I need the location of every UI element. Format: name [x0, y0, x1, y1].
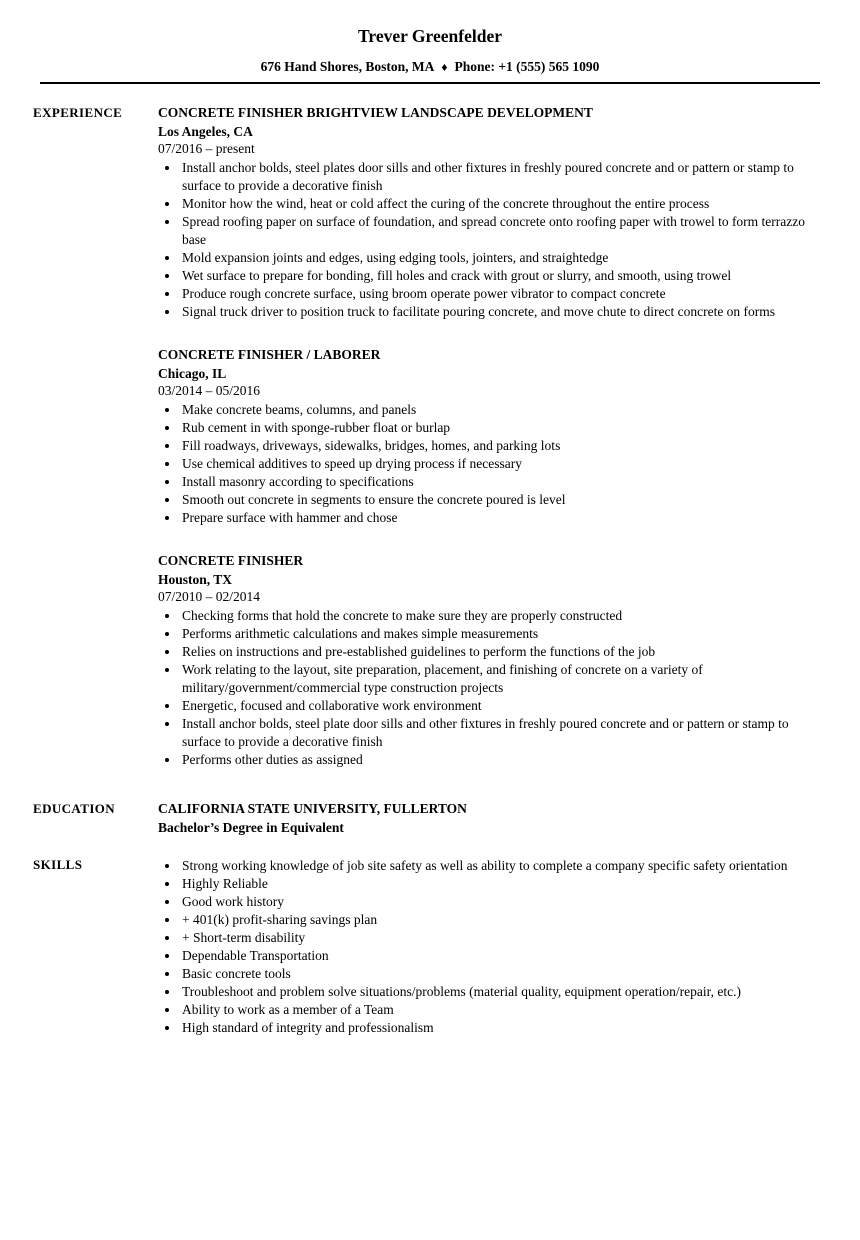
phone-text: Phone: +1 (555) 565 1090: [454, 59, 600, 74]
skill-item: • High standard of integrity and professionalism: [180, 1019, 824, 1037]
skill-item: • Good work history: [180, 893, 824, 911]
skills-label: SKILLS: [33, 857, 83, 872]
diamond-icon: ♦: [441, 60, 448, 74]
job-title: CONCRETE FINISHER: [158, 553, 304, 568]
job-bullet-item: • Prepare surface with hammer and chose: [180, 509, 824, 527]
job-bullet-item: • Produce rough concrete surface, using broom operate power vibrator to compact concrete: [180, 285, 824, 303]
experience-content: [158, 103, 860, 769]
job-bullet-list: [158, 401, 824, 527]
education-content: [158, 799, 860, 837]
job-title: CONCRETE FINISHER BRIGHTVIEW LANDSCAPE DEVELOPMENT: [158, 105, 593, 120]
job-bullet-item: • Use chemical additives to speed up drying process if necessary: [180, 455, 824, 473]
job-bullet-item: • Make concrete beams, columns, and panels: [180, 401, 824, 419]
skill-item: • Troubleshoot and problem solve situations/problems (material quality, equipment operation/repair, etc.): [180, 983, 824, 1001]
header: [0, 26, 860, 84]
job-location: Houston, TX: [158, 572, 233, 587]
experience-label: EXPERIENCE: [33, 105, 123, 120]
skill-item: • + 401(k) profit-sharing savings plan: [180, 911, 824, 929]
job-bullet-item: • Work relating to the layout, site preparation, placement, and finishing of concrete on a variety of military/government/commercial type construction projects: [180, 661, 824, 697]
job-entry: [158, 345, 824, 527]
job-bullet-item: • Install masonry according to specifications: [180, 473, 824, 491]
job-bullet-item: • Spread roofing paper on surface of foundation, and spread concrete onto roofing paper with trowel to form terrazzo base: [180, 213, 824, 249]
skill-item: • Dependable Transportation: [180, 947, 824, 965]
job-bullet-item: • Performs arithmetic calculations and makes simple measurements: [180, 625, 824, 643]
contact-line: [0, 58, 860, 76]
address-text: 676 Hand Shores, Boston, MA: [260, 59, 435, 74]
job-title: CONCRETE FINISHER / LABORER: [158, 347, 381, 362]
job-bullet-item: • Fill roadways, driveways, sidewalks, bridges, homes, and parking lots: [180, 437, 824, 455]
job-bullet-list: [158, 607, 824, 769]
header-divider: [40, 82, 820, 84]
school-name: CALIFORNIA STATE UNIVERSITY, FULLERTON: [158, 801, 467, 816]
job-dates: 03/2014 – 05/2016: [158, 383, 261, 398]
skills-content: [158, 855, 860, 1037]
degree-name: Bachelor’s Degree in Equivalent: [158, 820, 344, 835]
skill-item: • Highly Reliable: [180, 875, 824, 893]
job-entry: [158, 551, 824, 769]
job-bullet-item: • Install anchor bolds, steel plate door sills and other fixtures in freshly poured concrete and or pattern or stamp to surface to provide a decorative finish: [180, 715, 824, 751]
job-location: Chicago, IL: [158, 366, 227, 381]
skills-list: [158, 857, 824, 1037]
job-bullet-item: • Mold expansion joints and edges, using edging tools, jointers, and straightedge: [180, 249, 824, 267]
job-bullet-item: • Monitor how the wind, heat or cold affect the curing of the concrete throughout the entire process: [180, 195, 824, 213]
education-label: EDUCATION: [33, 801, 116, 816]
skill-item: • Strong working knowledge of job site safety as well as ability to complete a company specific safety orientation: [180, 857, 824, 875]
job-bullet-item: • Energetic, focused and collaborative work environment: [180, 697, 824, 715]
job-dates: 07/2016 – present: [158, 141, 255, 156]
section-education: [0, 799, 860, 837]
job-bullet-item: • Install anchor bolds, steel plates door sills and other fixtures in freshly poured concrete and or pattern or stamp to surface to provide a decorative finish: [180, 159, 824, 195]
job-location: Los Angeles, CA: [158, 124, 253, 139]
job-dates: 07/2010 – 02/2014: [158, 589, 261, 604]
job-bullet-item: • Smooth out concrete in segments to ensure the concrete poured is level: [180, 491, 824, 509]
job-bullet-item: • Relies on instructions and pre-established guidelines to perform the functions of the job: [180, 643, 824, 661]
candidate-name: Trever Greenfelder: [358, 26, 502, 46]
skill-item: • Ability to work as a member of a Team: [180, 1001, 824, 1019]
job-bullet-item: • Signal truck driver to position truck to facilitate pouring concrete, and move chute to direct concrete on forms: [180, 303, 824, 321]
job-entry: [158, 103, 824, 321]
job-bullet-item: • Performs other duties as assigned: [180, 751, 824, 769]
job-bullet-item: • Checking forms that hold the concrete to make sure they are properly constructed: [180, 607, 824, 625]
job-bullet-list: [158, 159, 824, 321]
job-bullet-item: • Wet surface to prepare for bonding, fill holes and crack with grout or slurry, and smooth, using trowel: [180, 267, 824, 285]
section-experience: [0, 103, 860, 769]
skill-item: • Basic concrete tools: [180, 965, 824, 983]
section-skills: [0, 855, 860, 1037]
skill-item: • + Short-term disability: [180, 929, 824, 947]
job-bullet-item: • Rub cement in with sponge-rubber float or burlap: [180, 419, 824, 437]
